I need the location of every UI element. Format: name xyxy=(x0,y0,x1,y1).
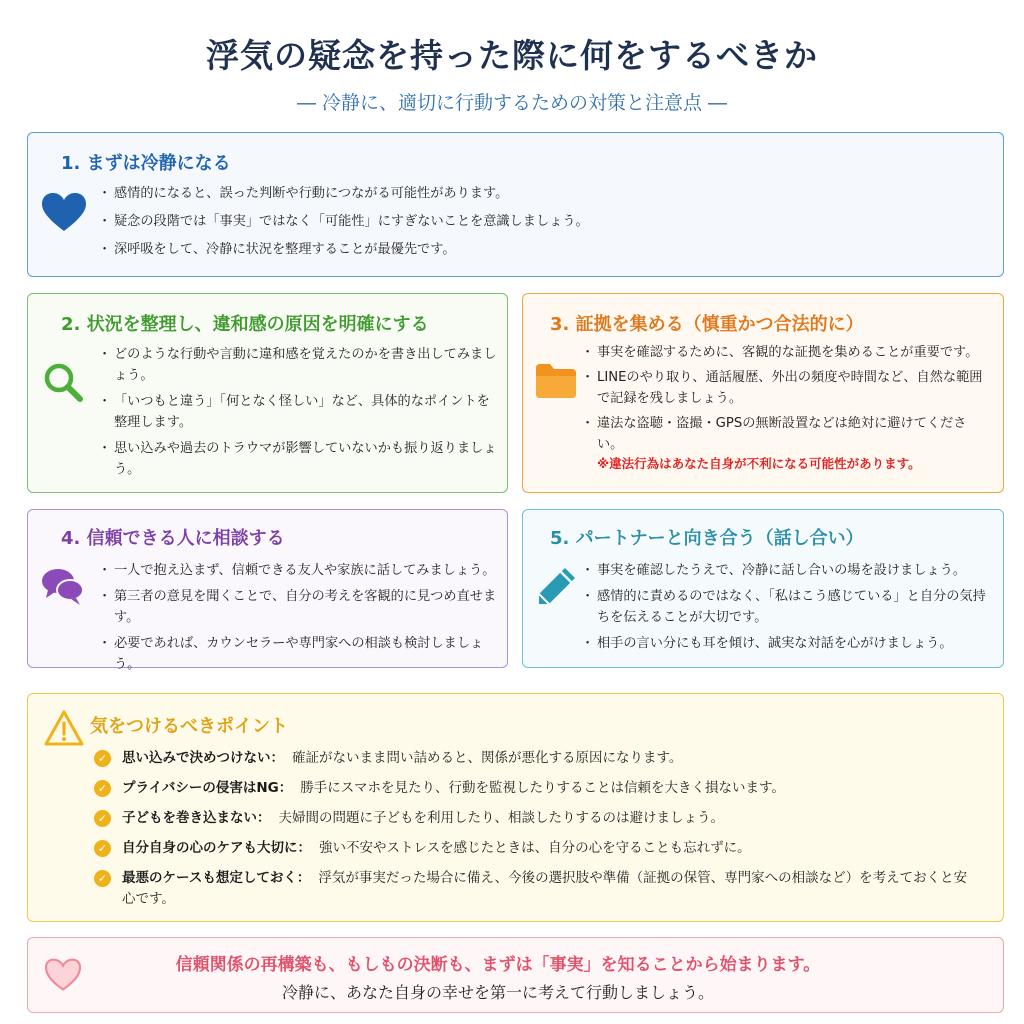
caution-label: 自分自身の心のケアも大切に： xyxy=(122,840,311,856)
section-title: 気をつけるべきポイント xyxy=(90,716,288,737)
section-evidence xyxy=(522,293,1004,493)
caution-item xyxy=(94,778,974,799)
list-item: ・ LINEのやり取り、通話履歴、外出の頻度や時間など、自然な範囲で記録を残しましょう。 xyxy=(583,367,988,409)
warning-note: ※違法行為はあなた自身が不利になる可能性があります。 xyxy=(597,456,921,471)
section-title: 2. 状況を整理し、違和感の原因を明確にする xyxy=(61,314,429,335)
section-title: 1. まずは冷静になる xyxy=(61,153,231,174)
caution-label: 思い込みで決めつけない： xyxy=(122,750,284,766)
warning-icon xyxy=(44,710,84,750)
list-item: ・ どのような行動や言動に違和感を覚えたのかを書き出してみましょう。 xyxy=(100,344,500,386)
list-item: ・ 感情的に責めるのではなく、「私はこう感じている」と自分の気持ちを伝えることが大切です。 xyxy=(583,586,993,628)
section-organize xyxy=(27,293,508,493)
list-item: ・ 深呼吸をして、冷静に状況を整理することが最優先です。 xyxy=(100,239,980,260)
caution-label: 子どもを巻き込まない： xyxy=(122,810,271,826)
caution-text: 勝手にスマホを見たり、行動を監視したりすることは信頼を大きく損ないます。 xyxy=(300,780,785,796)
section-consult xyxy=(27,509,508,672)
list-item: ・ 相手の言い分にも耳を傾け、誠実な対話を心がけましょう。 xyxy=(583,633,993,654)
list-item: ・ 違法な盗聴・盗撮・GPSの無断設置などは絶対に避けてください。 xyxy=(583,413,988,455)
section-cautions xyxy=(27,693,1004,922)
folder-icon xyxy=(536,364,576,402)
heart-icon xyxy=(42,193,86,237)
footer-sub-text: 冷静に、あなた自身の幸せを第一に考えて行動しましょう。 xyxy=(281,983,714,1002)
list-item: ・ 一人で抱え込まず、信頼できる友人や家族に話してみましょう。 xyxy=(100,560,500,581)
section-title: 5. パートナーと向き合う（話し合い） xyxy=(550,528,864,549)
page-title: 浮気の疑念を持った際に何をするべきか xyxy=(206,36,818,75)
section-title: 4. 信頼できる人に相談する xyxy=(61,528,285,549)
caution-text: 確証がないまま問い詰めると、関係が悪化する原因になります。 xyxy=(292,750,683,766)
section-title: 3. 証拠を集める（慎重かつ合法的に） xyxy=(550,314,864,335)
search-icon xyxy=(43,362,83,406)
caution-label: 最悪のケースも想定しておく： xyxy=(122,870,311,886)
caution-item xyxy=(94,748,974,769)
caution-text: 強い不安やストレスを感じたときは、自分の心を守ることも忘れずに。 xyxy=(319,840,751,856)
footer-main-text: 信頼関係の再構築も、もしもの決断も、まずは「事実」を知ることから始まります。 xyxy=(175,955,821,975)
list-item: ・ 「いつもと違う」「何となく怪しい」など、具体的なポイントを整理します。 xyxy=(100,391,500,433)
chat-icon xyxy=(42,568,84,610)
caution-label: プライバシーの侵害はNG： xyxy=(122,780,293,796)
pencil-icon xyxy=(535,566,577,612)
footer-message xyxy=(27,937,1004,1013)
page-subtitle: ― 冷静に、適切に行動するための対策と注意点 ― xyxy=(296,92,728,114)
list-item: ・ 事実を確認したうえで、冷静に話し合いの場を設けましょう。 xyxy=(583,560,993,581)
list-item: ・ 第三者の意見を聞くことで、自分の考えを客観的に見つめ直せます。 xyxy=(100,586,500,628)
list-item: ・ 必要であれば、カウンセラーや専門家への相談も検討しましょう。 xyxy=(100,633,500,675)
caution-text: 夫婦間の問題に子どもを利用したり、相談したりするのは避けましょう。 xyxy=(278,810,724,826)
caution-item xyxy=(94,868,974,910)
list-item: ・ 事実を確認するために、客観的な証拠を集めることが重要です。 xyxy=(583,342,988,363)
caution-text: 浮気が事実だった場合に備え、今後の選択肢や準備（証拠の保管、専門家への相談など）を考えておくと安心です。 xyxy=(122,870,968,907)
list-item: ・ 感情的になると、誤った判断や行動につながる可能性があります。 xyxy=(100,183,980,204)
caution-item xyxy=(94,808,974,829)
list-item: ・ 思い込みや過去のトラウマが影響していないかも振り返りましょう。 xyxy=(100,438,500,480)
section-talk xyxy=(522,509,1004,668)
caution-item xyxy=(94,838,974,859)
section-calm xyxy=(27,132,1004,277)
list-item: ・ 疑念の段階では「事実」ではなく「可能性」にすぎないことを意識しましょう。 xyxy=(100,211,980,232)
